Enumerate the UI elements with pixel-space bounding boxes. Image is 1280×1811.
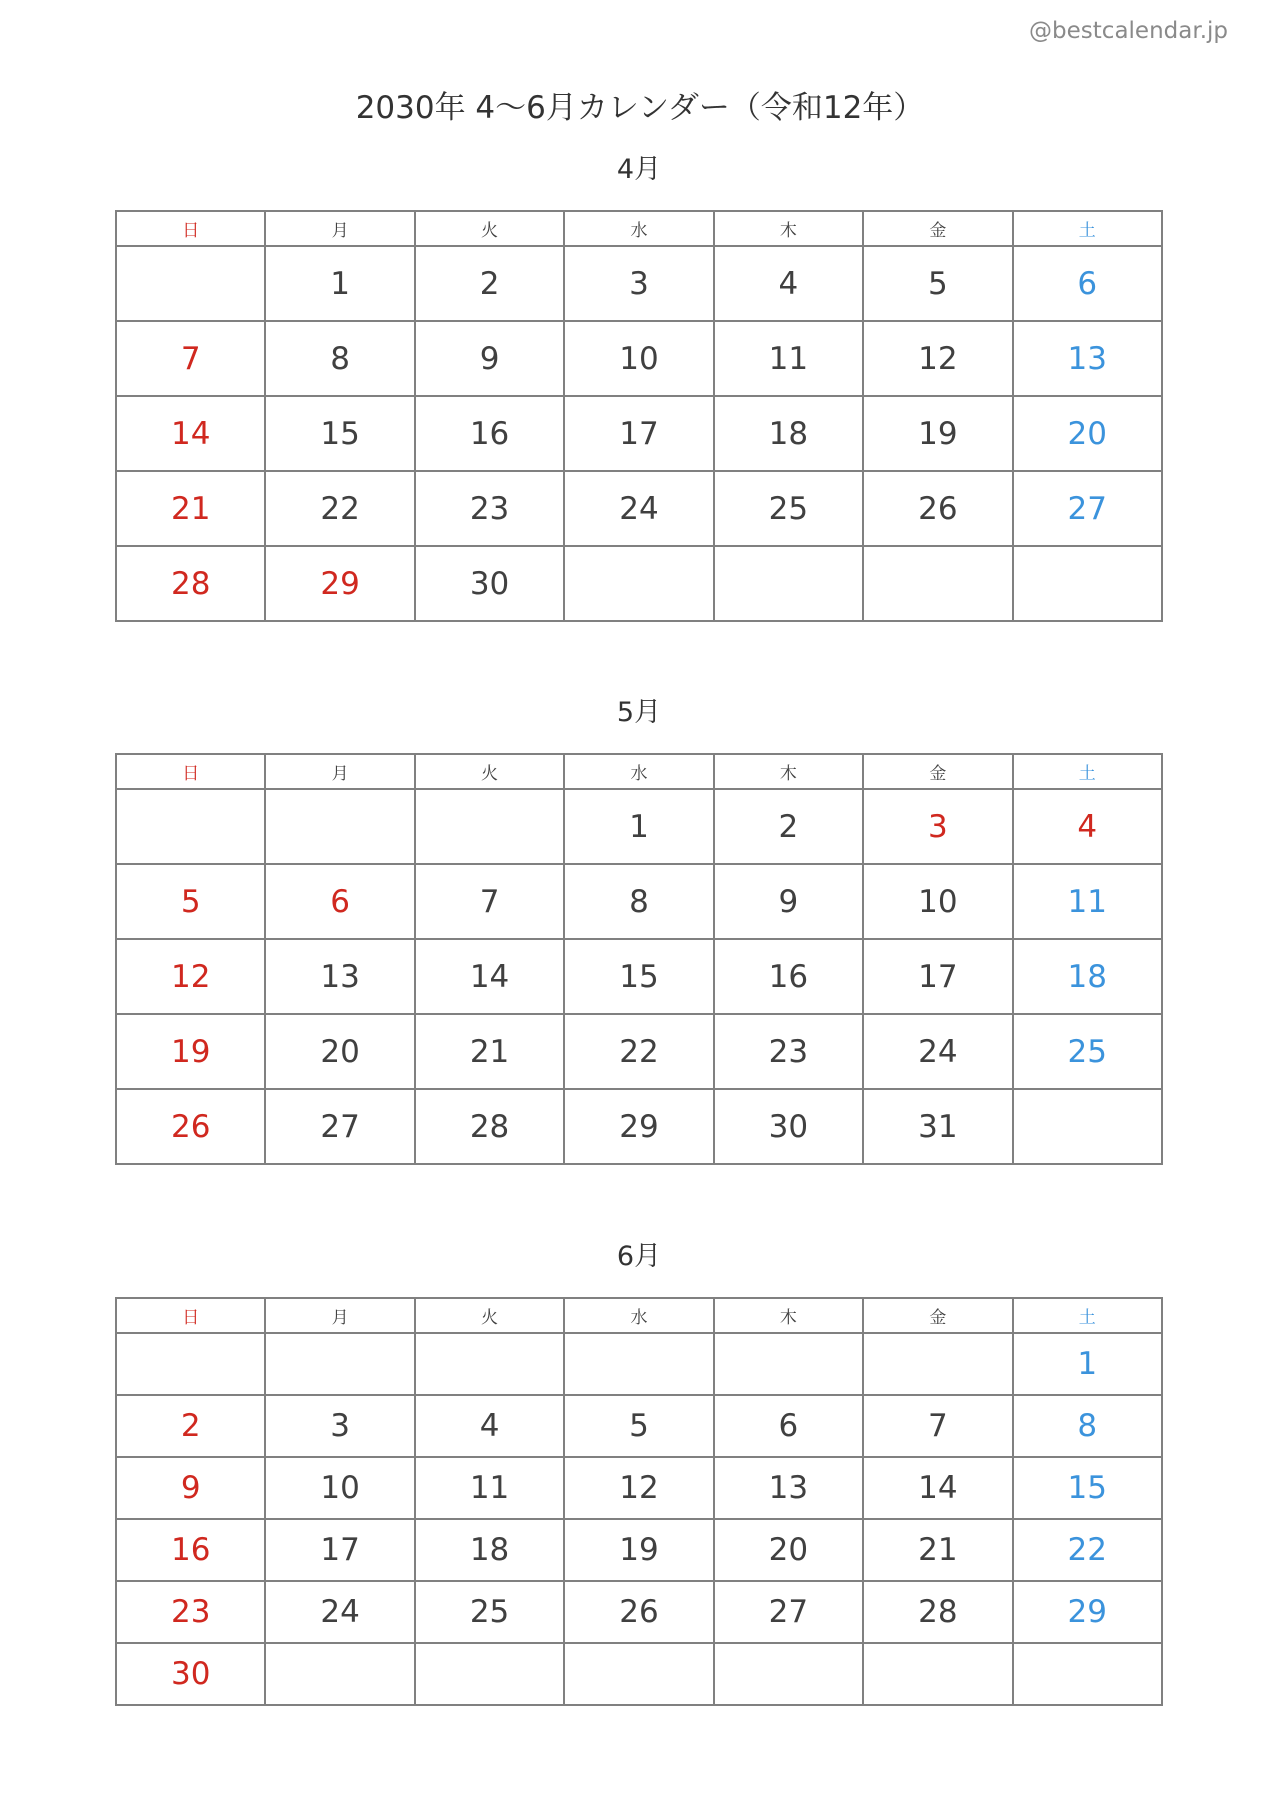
weekday-header: 水 (564, 211, 713, 246)
day-cell: 23 (714, 1014, 863, 1089)
empty-day-cell (265, 1333, 414, 1395)
weekday-header: 月 (265, 211, 414, 246)
week-row (116, 1581, 1162, 1643)
day-cell: 12 (564, 1457, 713, 1519)
week-row (116, 471, 1162, 546)
empty-day-cell (1013, 1643, 1162, 1705)
weekday-header: 木 (714, 211, 863, 246)
month-label: 5月 (616, 697, 662, 728)
day-cell: 11 (415, 1457, 564, 1519)
day-cell: 25 (714, 471, 863, 546)
weekday-header: 金 (863, 754, 1012, 789)
day-cell: 5 (564, 1395, 713, 1457)
empty-day-cell (415, 1333, 564, 1395)
watermark: @bestcalendar.jp (1029, 18, 1228, 44)
day-cell: 13 (714, 1457, 863, 1519)
day-cell: 9 (415, 321, 564, 396)
weekday-header: 木 (714, 1298, 863, 1333)
empty-day-cell (564, 1643, 713, 1705)
day-cell: 28 (863, 1581, 1012, 1643)
day-cell: 29 (564, 1089, 713, 1164)
day-cell: 2 (415, 246, 564, 321)
day-cell: 23 (116, 1581, 265, 1643)
day-cell: 7 (863, 1395, 1012, 1457)
day-cell: 29 (1013, 1581, 1162, 1643)
day-cell: 29 (265, 546, 414, 621)
day-cell: 8 (564, 864, 713, 939)
weekday-header: 日 (116, 1298, 265, 1333)
day-cell: 15 (1013, 1457, 1162, 1519)
week-row (116, 1089, 1162, 1164)
empty-day-cell (116, 789, 265, 864)
week-row (116, 546, 1162, 621)
empty-day-cell (265, 1643, 414, 1705)
week-row (116, 1014, 1162, 1089)
empty-day-cell (863, 1333, 1012, 1395)
day-cell: 7 (415, 864, 564, 939)
empty-day-cell (863, 1643, 1012, 1705)
day-cell: 14 (863, 1457, 1012, 1519)
empty-day-cell (116, 246, 265, 321)
day-cell: 1 (1013, 1333, 1162, 1395)
day-cell: 15 (265, 396, 414, 471)
week-row (116, 939, 1162, 1014)
empty-day-cell (1013, 1089, 1162, 1164)
day-cell: 26 (116, 1089, 265, 1164)
weekday-header: 水 (564, 754, 713, 789)
empty-day-cell (714, 1643, 863, 1705)
month-label: 4月 (616, 154, 662, 185)
day-cell: 24 (265, 1581, 414, 1643)
week-row (116, 1333, 1162, 1395)
calendar-grid (115, 210, 1163, 622)
empty-day-cell (564, 1333, 713, 1395)
day-cell: 25 (415, 1581, 564, 1643)
day-cell: 5 (863, 246, 1012, 321)
day-cell: 20 (714, 1519, 863, 1581)
week-row (116, 1457, 1162, 1519)
day-cell: 4 (415, 1395, 564, 1457)
day-cell: 22 (1013, 1519, 1162, 1581)
day-cell: 3 (564, 246, 713, 321)
day-cell: 21 (863, 1519, 1012, 1581)
day-cell: 14 (116, 396, 265, 471)
weekday-header: 金 (863, 1298, 1012, 1333)
empty-day-cell (415, 789, 564, 864)
day-cell: 27 (265, 1089, 414, 1164)
weekday-header: 月 (265, 1298, 414, 1333)
weekday-header: 土 (1013, 211, 1162, 246)
day-cell: 30 (116, 1643, 265, 1705)
weekday-header: 日 (116, 754, 265, 789)
day-cell: 19 (863, 396, 1012, 471)
week-row (116, 321, 1162, 396)
day-cell: 16 (116, 1519, 265, 1581)
day-cell: 17 (265, 1519, 414, 1581)
day-cell: 10 (564, 321, 713, 396)
week-row (116, 789, 1162, 864)
day-cell: 5 (116, 864, 265, 939)
empty-day-cell (415, 1643, 564, 1705)
day-cell: 9 (116, 1457, 265, 1519)
day-cell: 18 (1013, 939, 1162, 1014)
day-cell: 9 (714, 864, 863, 939)
day-cell: 1 (564, 789, 713, 864)
day-cell: 1 (265, 246, 414, 321)
day-cell: 17 (863, 939, 1012, 1014)
empty-day-cell (265, 789, 414, 864)
empty-day-cell (564, 546, 713, 621)
day-cell: 26 (863, 471, 1012, 546)
day-cell: 6 (1013, 246, 1162, 321)
day-cell: 30 (714, 1089, 863, 1164)
day-cell: 18 (714, 396, 863, 471)
week-row (116, 246, 1162, 321)
day-cell: 20 (265, 1014, 414, 1089)
weekday-header: 水 (564, 1298, 713, 1333)
weekday-header: 土 (1013, 754, 1162, 789)
weekday-header: 金 (863, 211, 1012, 246)
day-cell: 26 (564, 1581, 713, 1643)
day-cell: 3 (265, 1395, 414, 1457)
day-cell: 25 (1013, 1014, 1162, 1089)
day-cell: 6 (265, 864, 414, 939)
empty-day-cell (714, 546, 863, 621)
week-row (116, 1395, 1162, 1457)
day-cell: 12 (116, 939, 265, 1014)
day-cell: 12 (863, 321, 1012, 396)
day-cell: 15 (564, 939, 713, 1014)
day-cell: 14 (415, 939, 564, 1014)
day-cell: 24 (863, 1014, 1012, 1089)
day-cell: 21 (116, 471, 265, 546)
empty-day-cell (714, 1333, 863, 1395)
day-cell: 31 (863, 1089, 1012, 1164)
week-row (116, 396, 1162, 471)
weekday-header: 火 (415, 211, 564, 246)
weekday-header: 火 (415, 754, 564, 789)
weekday-header-row (116, 211, 1162, 246)
day-cell: 10 (265, 1457, 414, 1519)
weekday-header: 土 (1013, 1298, 1162, 1333)
day-cell: 20 (1013, 396, 1162, 471)
calendar-grid (115, 1297, 1163, 1706)
month-label: 6月 (616, 1241, 662, 1272)
day-cell: 8 (1013, 1395, 1162, 1457)
day-cell: 16 (714, 939, 863, 1014)
day-cell: 4 (714, 246, 863, 321)
weekday-header-row (116, 1298, 1162, 1333)
day-cell: 21 (415, 1014, 564, 1089)
week-row (116, 1643, 1162, 1705)
day-cell: 8 (265, 321, 414, 396)
empty-day-cell (863, 546, 1012, 621)
day-cell: 19 (564, 1519, 713, 1581)
day-cell: 22 (564, 1014, 713, 1089)
day-cell: 27 (1013, 471, 1162, 546)
day-cell: 6 (714, 1395, 863, 1457)
day-cell: 10 (863, 864, 1012, 939)
empty-day-cell (1013, 546, 1162, 621)
day-cell: 17 (564, 396, 713, 471)
day-cell: 13 (265, 939, 414, 1014)
day-cell: 11 (714, 321, 863, 396)
day-cell: 18 (415, 1519, 564, 1581)
day-cell: 27 (714, 1581, 863, 1643)
day-cell: 30 (415, 546, 564, 621)
page-title: 2030年 4〜6月カレンダー（令和12年） (355, 90, 925, 126)
calendar-grid (115, 753, 1163, 1165)
weekday-header: 月 (265, 754, 414, 789)
day-cell: 11 (1013, 864, 1162, 939)
weekday-header: 火 (415, 1298, 564, 1333)
day-cell: 2 (714, 789, 863, 864)
weekday-header-row (116, 754, 1162, 789)
day-cell: 3 (863, 789, 1012, 864)
weekday-header: 木 (714, 754, 863, 789)
day-cell: 22 (265, 471, 414, 546)
empty-day-cell (116, 1333, 265, 1395)
day-cell: 28 (116, 546, 265, 621)
week-row (116, 1519, 1162, 1581)
day-cell: 24 (564, 471, 713, 546)
day-cell: 28 (415, 1089, 564, 1164)
week-row (116, 864, 1162, 939)
day-cell: 13 (1013, 321, 1162, 396)
day-cell: 4 (1013, 789, 1162, 864)
day-cell: 23 (415, 471, 564, 546)
day-cell: 19 (116, 1014, 265, 1089)
day-cell: 2 (116, 1395, 265, 1457)
weekday-header: 日 (116, 211, 265, 246)
day-cell: 7 (116, 321, 265, 396)
day-cell: 16 (415, 396, 564, 471)
